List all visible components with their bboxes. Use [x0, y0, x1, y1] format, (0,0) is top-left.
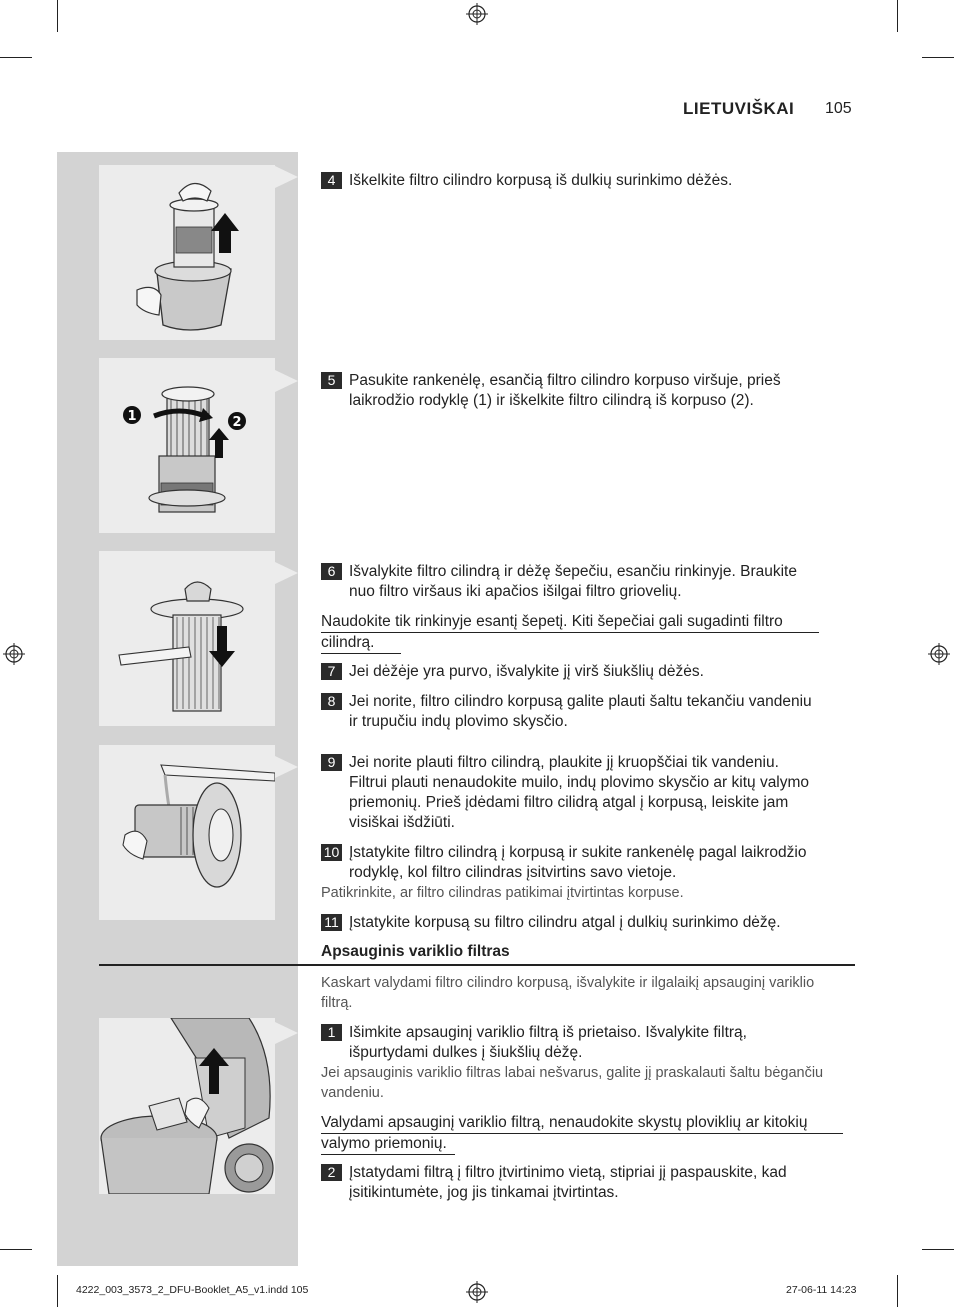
step-number-badge: 11: [321, 914, 342, 931]
step-10-note: Patikrinkite, ar filtro cilindras patikimai įtvirtintas korpuse.: [321, 885, 684, 901]
step-text-line: visiškai išdžiūti.: [349, 814, 455, 831]
registration-mark-icon: [466, 3, 488, 25]
motor-filter-step-1: [321, 1023, 851, 1063]
step-4: [321, 171, 851, 191]
section-intro: [321, 973, 851, 1013]
step-10: [321, 843, 851, 883]
section-divider: [99, 964, 855, 966]
intro-line: Kaskart valydami filtro cilindro korpusą, išvalykite ir ilgalaikį apsauginį variklio: [321, 975, 815, 991]
step-text: Iškelkite filtro cilindro korpusą iš dulkių surinkimo dėžės.: [349, 172, 733, 189]
motor-filter-note: [321, 1063, 851, 1103]
step-text-line: Jei norite, filtro cilindro korpusą galite plauti šaltu tekančiu vandeniu: [349, 693, 812, 710]
illustration-pointer: [275, 756, 298, 778]
motor-filter-step-2: [321, 1163, 851, 1203]
warning-line: Naudokite tik rinkinyje esantį šepetį. Kiti šepečiai gali sugadinti filtro: [321, 612, 819, 633]
warning-brush: [321, 612, 851, 654]
step-number-badge: 1: [321, 1024, 342, 1041]
step-text-line: rodyklę, kol filtro cilindras įsitvirtins savo vietoje.: [349, 864, 677, 881]
step-text-line: nuo filtro viršaus iki apačios išilgai filtro griovelių.: [349, 583, 682, 600]
illustration-pointer: [275, 562, 298, 584]
step-number-badge: 10: [321, 844, 342, 861]
step-text-line: Jei norite plauti filtro cilindrą, plaukite jį kruopščiai tik vandeniu.: [349, 754, 779, 771]
registration-mark-icon: [466, 1281, 488, 1303]
step-text-line: Filtrui plauti nenaudokite muilo, indų plovimo skysčio ar kitų valymo: [349, 774, 810, 791]
step-text-line: Išvalykite filtro cilindrą ir dėžę šepečiu, esančiu rinkinyje. Braukite: [349, 563, 797, 580]
step-5: [321, 371, 851, 411]
page-number: 105: [825, 100, 852, 117]
step-number-badge: 8: [321, 693, 342, 710]
step-number-badge: 2: [321, 1164, 342, 1181]
step-8: [321, 692, 851, 732]
crop-mark: [897, 0, 898, 32]
step-text-line: ir trupučiu indų plovimo skysčio.: [349, 713, 568, 730]
warning-detergent: [321, 1113, 851, 1155]
illustration-turn-knob: [99, 358, 275, 533]
callout-2: 2: [232, 415, 242, 430]
step-number-badge: 6: [321, 563, 342, 580]
section-heading: Apsauginis variklio filtras: [321, 943, 510, 960]
step-text: Įstatykite korpusą su filtro cilindru atgal į dulkių surinkimo dėžę.: [349, 914, 781, 931]
illustration-pointer: [275, 370, 298, 392]
crop-mark: [897, 1275, 898, 1307]
illustration-pointer: [275, 1022, 298, 1044]
note-line: Jei apsauginis variklio filtras labai nešvarus, galite jį praskalauti šaltu bėgančiu: [321, 1065, 824, 1081]
illustration-pointer: [275, 166, 298, 188]
footer-file-info: 4222_003_3573_2_DFU-Booklet_A5_v1.indd 105: [76, 1284, 309, 1296]
callout-1: 1: [127, 409, 137, 424]
footer-date: 27-06-11 14:23: [786, 1284, 857, 1296]
crop-mark: [57, 0, 58, 32]
step-text: Jei dėžėje yra purvo, išvalykite jį virš šiukšlių dėžės.: [349, 663, 704, 680]
crop-mark: [922, 57, 954, 58]
warning-line: Valydami apsauginį variklio filtrą, nenaudokite skystų ploviklių ar kitokių: [321, 1113, 843, 1134]
step-number-badge: 7: [321, 663, 342, 680]
warning-line: valymo priemonių.: [321, 1134, 455, 1155]
step-number-badge: 5: [321, 372, 342, 389]
step-text-line: priemonių. Prieš įdėdami filtro cilidrą atgal į korpusą, leiskite jam: [349, 794, 789, 811]
illustration-remove-motor-filter: [99, 1018, 275, 1194]
step-11: [321, 913, 851, 933]
step-number-badge: 9: [321, 754, 342, 771]
registration-mark-icon: [928, 643, 950, 665]
crop-mark: [57, 1275, 58, 1307]
step-text-line: laikrodžio rodyklę (1) ir iškelkite filtro cilindrą iš korpuso (2).: [349, 392, 754, 409]
warning-line: cilindrą.: [321, 633, 401, 654]
crop-mark: [922, 1249, 954, 1250]
step-text-line: Įstatykite filtro cilindrą į korpusą ir sukite rankenėlę pagal laikrodžio: [349, 844, 807, 861]
step-9: [321, 753, 851, 833]
crop-mark: [0, 1249, 32, 1250]
step-text-line: Įstatydami filtrą į filtro įtvirtinimo vietą, stipriai jį paspauskite, kad: [349, 1164, 787, 1181]
crop-mark: [0, 57, 32, 58]
registration-mark-icon: [3, 643, 25, 665]
note-line: vandeniu.: [321, 1085, 384, 1101]
step-number-badge: 4: [321, 172, 342, 189]
step-text-line: Pasukite rankenėlę, esančią filtro cilindro korpuso viršuje, prieš: [349, 372, 781, 389]
page-language-header: LIETUVIŠKAI: [683, 99, 795, 118]
step-text-line: išpurtydami dulkes į šiukšlių dėžę.: [349, 1044, 583, 1061]
illustration-wash-filter: [99, 745, 275, 920]
intro-line: filtrą.: [321, 995, 353, 1011]
step-7: [321, 662, 851, 682]
step-6: [321, 562, 851, 602]
illustration-brush-filter: [99, 551, 275, 726]
step-text-line: Išimkite apsauginį variklio filtrą iš prietaiso. Išvalykite filtrą,: [349, 1024, 747, 1041]
step-text-line: įsitikintumėte, jog jis tinkamai įtvirtintas.: [349, 1184, 619, 1201]
illustration-lift-filter-housing: [99, 165, 275, 340]
